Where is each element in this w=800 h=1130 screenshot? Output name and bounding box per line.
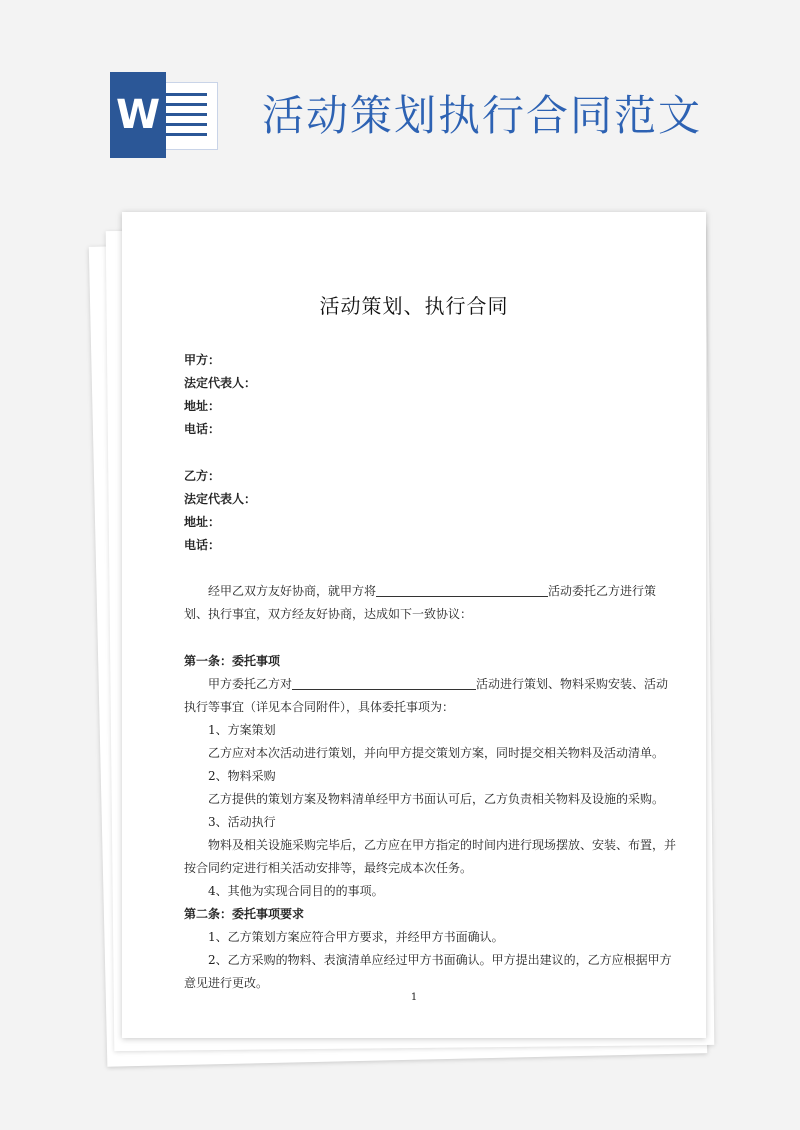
article-1-heading: 第一条：委托事项 xyxy=(184,654,281,668)
article-1-paragraph-line-2: 执行等事宜（详见本合同附件），具体委托事项为： xyxy=(184,700,455,714)
article-1-activity-blank[interactable] xyxy=(292,677,476,690)
party-b-address-label: 地址： xyxy=(184,515,221,529)
party-b-phone-label: 电话： xyxy=(184,538,221,552)
page-number: 1 xyxy=(410,992,418,1003)
intro-line-1 xyxy=(208,583,656,599)
party-b-label: 乙方： xyxy=(184,469,221,483)
item-1-text: 乙方应对本次活动进行策划，并向甲方提交策划方案，同时提交相关物料及活动清单。 xyxy=(208,746,665,760)
word-logo-letter: W xyxy=(110,72,166,158)
item-3-text-line-2: 按合同约定进行相关活动安排等，最终完成本次任务。 xyxy=(184,861,473,875)
article-2-item-2-line-1: 2、乙方采购的物料、表演清单应经过甲方书面确认。甲方提出建议的，乙方应根据甲方 xyxy=(208,953,672,967)
article-2-heading: 第二条：委托事项要求 xyxy=(184,907,305,921)
article-2-item-2-line-2: 意见进行更改。 xyxy=(184,976,269,990)
article-2-item-1: 1、乙方策划方案应符合甲方要求，并经甲方书面确认。 xyxy=(208,930,504,944)
item-2-title: 2、物料采购 xyxy=(208,769,276,783)
party-a-label: 甲方： xyxy=(184,353,221,367)
party-a-phone-label: 电话： xyxy=(184,422,221,436)
document-title: 活动策划、执行合同 xyxy=(319,294,509,318)
intro-text-after-blank: 活动委托乙方进行策 xyxy=(548,584,657,598)
article-1-text-after-blank: 活动进行策划、物料采购安装、活动 xyxy=(476,677,669,691)
item-3-title: 3、活动执行 xyxy=(208,815,276,829)
item-4: 4、其他为实现合同目的的事项。 xyxy=(208,884,384,898)
banner-title: 活动策划执行合同范文 xyxy=(262,91,703,140)
item-2-text: 乙方提供的策划方案及物料清单经甲方书面认可后，乙方负责相关物料及设施的采购。 xyxy=(208,792,665,806)
intro-line-2: 划、执行事宜，双方经友好协商，达成如下一致协议： xyxy=(184,607,473,621)
intro-text-before-blank: 经甲乙双方友好协商，就甲方将 xyxy=(208,584,377,598)
item-1-title: 1、方案策划 xyxy=(208,723,276,737)
party-a-rep-label: 法定代表人： xyxy=(184,376,257,390)
party-a-address-label: 地址： xyxy=(184,399,221,413)
party-b-rep-label: 法定代表人： xyxy=(184,492,257,506)
document-page xyxy=(122,212,706,1038)
word-document-icon xyxy=(110,72,216,158)
banner xyxy=(0,0,800,200)
article-1-paragraph xyxy=(208,676,668,692)
item-3-text-line-1: 物料及相关设施采购完毕后，乙方应在甲方指定的时间内进行现场摆放、安装、布置，并 xyxy=(208,838,677,852)
activity-name-blank[interactable] xyxy=(376,584,548,597)
article-1-text-before-blank: 甲方委托乙方对 xyxy=(208,677,293,691)
